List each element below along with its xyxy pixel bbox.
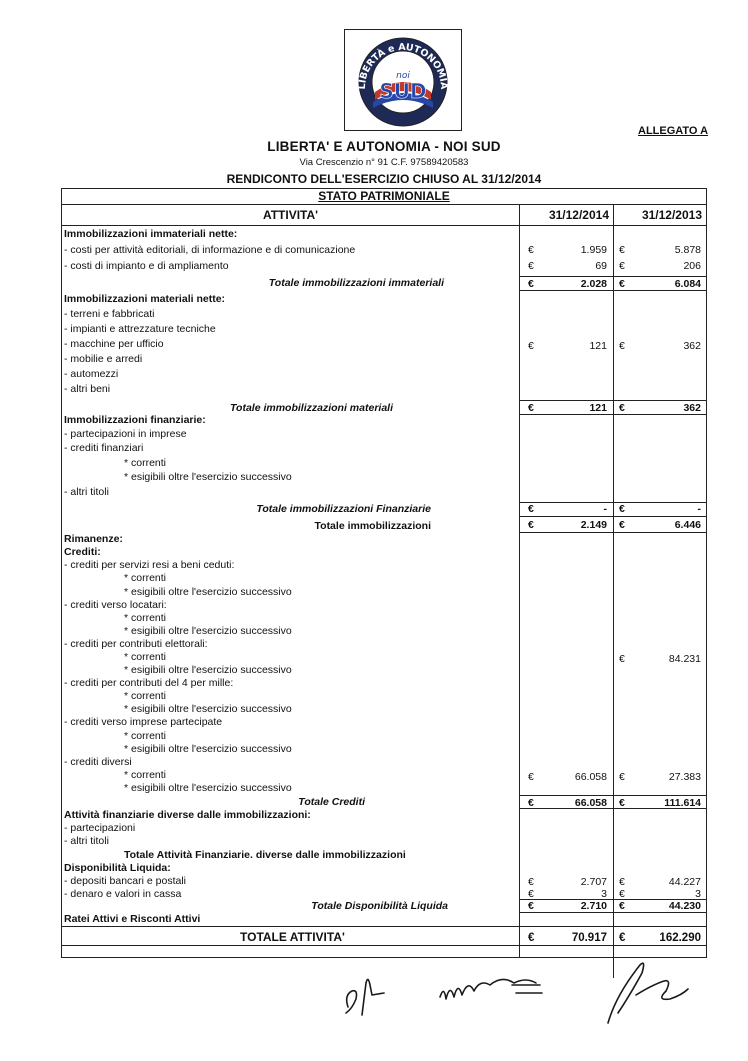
value-2013: 84.231	[668, 653, 701, 665]
value-2014: 2.707	[580, 876, 607, 888]
total-line	[519, 516, 706, 517]
header-separator	[62, 225, 706, 226]
euro-sign: €	[528, 503, 534, 515]
value-2013: -	[697, 503, 701, 515]
header-2013: 31/12/2013	[641, 208, 702, 222]
label-crediti-finanziari: - crediti finanziari	[64, 442, 144, 454]
party-name: LIBERTA' E AUTONOMIA - NOI SUD	[267, 139, 501, 154]
label-correnti: * correnti	[124, 457, 167, 469]
euro-sign: €	[619, 340, 625, 352]
section-title: STATO PATRIMONIALE	[62, 189, 706, 205]
euro-sign: €	[619, 932, 626, 944]
euro-sign: €	[528, 900, 534, 912]
label-esigibili: * esigibili oltre l'esercizio successivo	[124, 782, 292, 794]
label-disponibilita-liquida: Disponibilità Liquida:	[64, 862, 171, 874]
label-mobilie: - mobilie e arredi	[64, 353, 143, 365]
total-line	[519, 532, 706, 533]
label-costi-impianto: - costi di impianto e di ampliamento	[64, 260, 229, 272]
euro-sign: €	[528, 797, 534, 809]
label-denaro: - denaro e valori in cassa	[64, 888, 182, 900]
value-2014: 69	[595, 260, 607, 272]
value-2013: 5.878	[674, 244, 701, 256]
label-automezzi: - automezzi	[64, 368, 119, 380]
label-esigibili: * esigibili oltre l'esercizio successivo	[124, 586, 292, 598]
document-title: RENDICONTO DELL'ESERCIZIO CHIUSO AL 31/12/2014	[226, 172, 542, 186]
value-2013: 44.227	[668, 876, 701, 888]
label-correnti: * correnti	[124, 572, 167, 584]
value-2014: 3	[601, 888, 607, 900]
value-2013: 6.446	[674, 519, 701, 531]
value-2014: -	[603, 503, 607, 515]
label-correnti: * correnti	[124, 730, 167, 742]
label-immobilizzazioni-materiali: Immobilizzazioni materiali nette:	[64, 293, 226, 305]
euro-sign: €	[619, 876, 625, 888]
euro-sign: €	[619, 260, 625, 272]
party-logo	[344, 29, 462, 131]
label-crediti-4-per-mille: - crediti per contributi del 4 per mille:	[64, 677, 234, 689]
euro-sign: €	[528, 876, 534, 888]
label-totale-immobilizzazioni: Totale immobilizzazioni	[314, 520, 431, 532]
label-esigibili: * esigibili oltre l'esercizio successivo	[124, 664, 292, 676]
label-esigibili: * esigibili oltre l'esercizio successivo	[124, 625, 292, 637]
handwritten-signatures	[340, 955, 700, 1030]
header-attivita: ATTIVITA'	[262, 208, 319, 222]
euro-sign: €	[528, 771, 534, 783]
label-correnti: * correnti	[124, 651, 167, 663]
euro-sign: €	[619, 244, 625, 256]
label-correnti: * correnti	[124, 612, 167, 624]
label-terreni: - terreni e fabbricati	[64, 308, 155, 320]
value-2013: 111.614	[664, 797, 701, 809]
logo-emblem	[345, 30, 461, 130]
euro-sign: €	[528, 932, 535, 944]
label-partecipazioni-imprese: - partecipazioni in imprese	[64, 428, 187, 440]
label-partecipazioni: - partecipazioni	[64, 822, 136, 834]
label-totale-attivita: TOTALE ATTIVITA'	[240, 930, 345, 944]
label-immobilizzazioni-immateriali: Immobilizzazioni immateriali nette:	[64, 228, 238, 240]
euro-sign: €	[528, 244, 534, 256]
label-ratei: Ratei Attivi e Risconti Attivi	[64, 913, 201, 925]
euro-sign: €	[619, 278, 625, 290]
value-2014: 2.028	[580, 278, 607, 290]
label-costi-editoriali: - costi per attività editoriali, di informazione e di comunicazione	[64, 244, 356, 256]
label-totale-materiali: Totale immobilizzazioni materiali	[230, 402, 393, 414]
label-altri-titoli: - altri titoli	[64, 835, 109, 847]
logo-ring-text: LIBERTÀ e AUTONOMIA	[356, 41, 450, 90]
label-altri-beni: - altri beni	[64, 383, 111, 395]
euro-sign: €	[619, 653, 625, 665]
euro-sign: €	[619, 519, 625, 531]
value-2014: 121	[589, 402, 607, 414]
party-address: Via Crescenzio n° 91 C.F. 97589420583	[299, 157, 469, 168]
allegato-label: ALLEGATO A	[638, 125, 709, 137]
label-impianti: - impianti e attrezzature tecniche	[64, 323, 216, 335]
label-totale-liquida: Totale Disponibilità Liquida	[311, 900, 448, 912]
value-2014: 66.058	[574, 797, 607, 809]
euro-sign: €	[619, 402, 625, 414]
label-totale-finanziarie: Totale immobilizzazioni Finanziarie	[256, 503, 431, 515]
label-macchine: - macchine per ufficio	[64, 338, 164, 350]
value-2014: 2.149	[580, 519, 607, 531]
label-crediti-locatari: - crediti verso locatari:	[64, 599, 167, 611]
value-2013: 362	[683, 402, 701, 414]
value-2014: 2.710	[580, 900, 607, 912]
column-divider	[613, 205, 614, 958]
total-attivita-line	[62, 926, 706, 927]
euro-sign: €	[528, 278, 534, 290]
label-depositi: - depositi bancari e postali	[64, 875, 186, 887]
label-totale-immateriali: Totale immobilizzazioni immateriali	[268, 277, 444, 289]
value-2014: 1.959	[580, 244, 607, 256]
label-esigibili: * esigibili oltre l'esercizio successivo	[124, 743, 292, 755]
euro-sign: €	[619, 771, 625, 783]
label-crediti-servizi: - crediti per servizi resi a beni ceduti:	[64, 559, 235, 571]
total-attivita-line	[62, 945, 706, 946]
logo-noi-text: noi	[396, 71, 410, 81]
label-altri-titoli: - altri titoli	[64, 486, 109, 498]
label-immobilizzazioni-finanziarie: Immobilizzazioni finanziarie:	[64, 414, 206, 426]
label-esigibili: * esigibili oltre l'esercizio successivo	[124, 703, 292, 715]
label-correnti: * correnti	[124, 690, 167, 702]
euro-sign: €	[619, 797, 625, 809]
euro-sign: €	[619, 503, 625, 515]
euro-sign: €	[528, 888, 534, 900]
value-2013: 6.084	[674, 278, 701, 290]
header-2014: 31/12/2014	[548, 208, 609, 222]
label-crediti-imprese-partecipate: - crediti verso imprese partecipate	[64, 716, 223, 728]
value-total-2013: 162.290	[659, 932, 701, 944]
label-correnti: * correnti	[124, 769, 167, 781]
label-totale-crediti: Totale Crediti	[298, 796, 365, 808]
label-crediti: Crediti:	[64, 546, 101, 558]
value-2013: 27.383	[668, 771, 701, 783]
value-2013: 206	[683, 260, 701, 272]
euro-sign: €	[528, 519, 534, 531]
label-esigibili: * esigibili oltre l'esercizio successivo	[124, 471, 292, 483]
value-2013: 362	[683, 340, 701, 352]
value-2013: 44.230	[668, 900, 701, 912]
value-2013: 3	[695, 888, 701, 900]
value-2014: 66.058	[574, 771, 607, 783]
value-2014: 121	[589, 340, 607, 352]
label-crediti-diversi: - crediti diversi	[64, 756, 132, 768]
euro-sign: €	[528, 260, 534, 272]
label-rimanenze: Rimanenze:	[64, 533, 123, 545]
logo-sud-text: SUD	[379, 79, 427, 103]
euro-sign: €	[619, 888, 625, 900]
euro-sign: €	[528, 402, 534, 414]
label-totale-attivita-finanziarie: Totale Attività Finanziarie. diverse dalle immobilizzazioni	[124, 849, 406, 861]
label-attivita-finanziarie: Attività finanziarie diverse dalle immobilizzazioni:	[64, 809, 311, 821]
value-total-2014: 70.917	[571, 932, 607, 944]
euro-sign: €	[619, 900, 625, 912]
euro-sign: €	[528, 340, 534, 352]
label-crediti-elettorali: - crediti per contributi elettorali:	[64, 638, 208, 650]
